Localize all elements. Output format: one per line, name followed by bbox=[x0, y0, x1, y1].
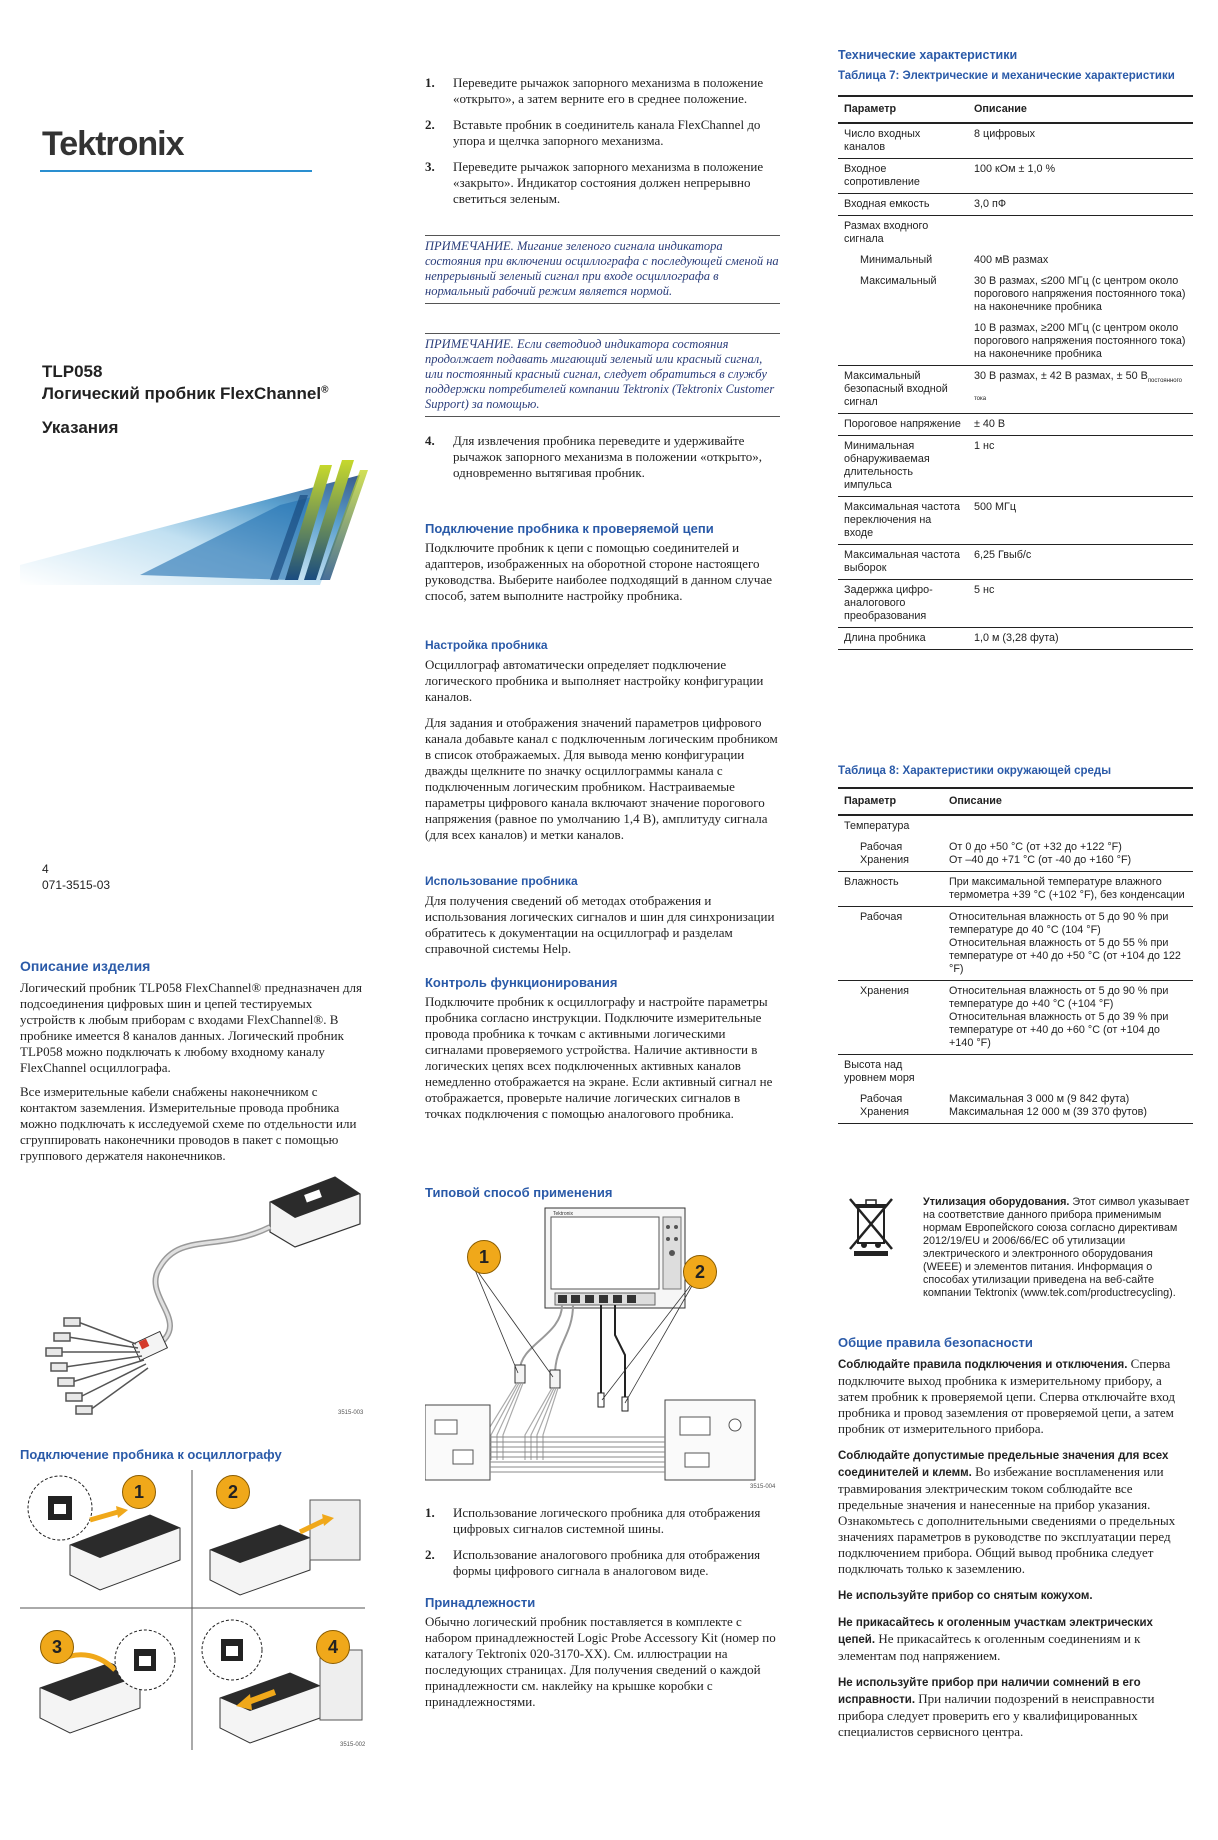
setup-p1: Осциллограф автоматически определяет подключение логического пробника и выполняет настройку конфигурации каналов. bbox=[425, 657, 764, 704]
typical-callout-2: 2 bbox=[683, 1255, 717, 1289]
table-row: Рабочая Хранения От 0 до +50 °C (от +32 до +122 °F) От –40 до +71 °C (от -40 до +160 °F) bbox=[838, 837, 1193, 872]
table-row: Максимальный 30 В размах, ≤200 МГц (с центром около порогового напряжения постоянного тока) на наконечнике пробника bbox=[860, 275, 1186, 313]
table-row: Входная емкость 3,0 пФ bbox=[838, 194, 1193, 216]
typical-heading: Типовой способ применения bbox=[425, 1185, 613, 1200]
tektronix-logo: Tektronix bbox=[42, 125, 312, 172]
accessories-section bbox=[425, 1595, 780, 1710]
usage-text: Для получения сведений об методах отображения и использования логических сигналов и шин для синхронизации обратитесь к документации на осциллограф и разделам справочной системы Help. bbox=[425, 893, 775, 956]
connect-to-scope-heading: Подключение пробника к осциллографу bbox=[20, 1447, 282, 1462]
safety-heading: Общие правила безопасности bbox=[838, 1335, 1033, 1350]
step-item: 2. Вставьте пробник в соединитель канала FlexChannel до упора и щелчка запорного механизма. bbox=[425, 117, 761, 148]
table-row: Число входных каналов 8 цифровых bbox=[838, 123, 1193, 159]
typical-callout-1: 1 bbox=[467, 1240, 501, 1274]
table-row: Минимальный 400 мВ размах bbox=[860, 254, 1049, 266]
callout-2: 2 bbox=[216, 1475, 250, 1509]
table8-title: Таблица 8: Характеристики окружающей среды bbox=[838, 765, 1112, 777]
circuit-heading: Подключение пробника к проверяемой цепи bbox=[425, 521, 714, 536]
table-header: Параметр Описание bbox=[838, 788, 1193, 815]
step4-list bbox=[425, 433, 780, 491]
callout-4: 4 bbox=[316, 1630, 350, 1664]
connect-steps-figure bbox=[20, 1470, 365, 1750]
product-description-p2: Все измерительные кабели снабжены наконечником с контактом заземления. Измерительные провода пробника можно подключать к исследуемой схеме по отдельности или сгруппировать наконечники проводов в пакет с помощью группового держателя наконечников. bbox=[20, 1084, 357, 1163]
table-row: Высота над уровнем моря bbox=[844, 1059, 915, 1084]
table-row: Влажность При максимальной температуре влажного термометра +39 °C (+102 °F), без конденсации bbox=[838, 872, 1193, 907]
product-description-p1: Логический пробник TLP058 FlexChannel® предназначен для подсоединения цифровых шин и цепей тестируемых устройств к любым приборам с входами FlexChannel®. В пробнике имеется 8 каналов данных. Логический пробник TLP058 можно подключать к любому входному каналу FlexChannel осциллографа. bbox=[20, 980, 362, 1075]
probe-illustration bbox=[20, 1172, 365, 1422]
table-row: Пороговое напряжение ± 40 В bbox=[838, 414, 1193, 436]
setup-section bbox=[425, 638, 780, 843]
accessories-heading: Принадлежности bbox=[425, 1595, 536, 1610]
safety-item: Не используйте прибор со снятым кожухом. bbox=[838, 1590, 1093, 1602]
usage-heading: Использование пробника bbox=[425, 874, 578, 888]
circuit-section bbox=[425, 521, 780, 604]
table-row: Размах входного сигнала bbox=[844, 220, 929, 245]
connect-steps-svg bbox=[20, 1470, 365, 1750]
safety-item: Соблюдайте правила подключения и отключения. Сперва подключите выход пробника к измерительному прибору, а затем пробник к проверяемой цепи. Сперва отключайте вход пробника и провод заземления от проверяемой цепи, а затем пробник от измерительного прибора. bbox=[838, 1356, 1175, 1436]
table-8 bbox=[838, 787, 1193, 1124]
logo-underline bbox=[40, 170, 312, 172]
cover-model: TLP058 bbox=[42, 362, 103, 381]
table-row: Максимальная частота переключения на входе 500 МГц bbox=[838, 497, 1193, 545]
table7-title: Таблица 7: Электрические и механические характеристики bbox=[838, 70, 1175, 82]
step-item: 1. Переведите рычажок запорного механизма в положение «открыто», а затем верните его в среднее положение. bbox=[425, 75, 764, 106]
weee-bin-icon bbox=[846, 1195, 896, 1257]
setup-p2: Для задания и отображения значений параметров цифрового канала добавьте канал с подключенным логическим пробником в список отображаемых. Для вывода меню конфигурации дважды щелкните по значку осциллограммы канала с подключенным логическим пробником. Настраиваемые параметры цифрового канала включают значение порогового напряжения (равное по умолчанию 1,4 В), амплитуду сигнала (для всех каналов) и метки каналов. bbox=[425, 715, 778, 842]
table-7 bbox=[838, 95, 1193, 650]
note-2: ПРИМЕЧАНИЕ. Если светодиод индикатора состояния продолжает подавать мигающий зеленый или красный сигнал, или постоянный красный сигнал, следует обратиться в службу поддержки потребителей компании Tektronix (Tektronix Customer Support) за помощью. bbox=[425, 333, 780, 417]
doc-number: 071-3515-03 bbox=[42, 878, 111, 892]
typical-item: 2. Использование аналогового пробника для отображения формы цифрового сигнала в аналоговом виде. bbox=[425, 1547, 761, 1578]
table-row: Задержка цифро-аналогового преобразования 5 нс bbox=[838, 580, 1193, 628]
safety-item: Не прикасайтесь к оголенным участкам электрических цепей. Не прикасайтесь к оголенным соединениям и к элементам под напряжением. bbox=[838, 1617, 1153, 1663]
callout-3: 3 bbox=[40, 1630, 74, 1664]
table-row: Максимальная частота выборок 6,25 Гвыб/с bbox=[838, 545, 1193, 580]
cover-graphic bbox=[20, 455, 380, 585]
setup-heading: Настройка пробника bbox=[425, 638, 548, 652]
step-item: 4. Для извлечения пробника переведите и удерживайте рычажок запорного механизма в положении «открыто», одновременно вытягивая пробник. bbox=[425, 433, 762, 480]
table-row: Входное сопротивление 100 кОм ± 1,0 % bbox=[838, 159, 1193, 194]
probe-fig-code: 3515-003 bbox=[338, 1410, 364, 1416]
usage-section bbox=[425, 874, 780, 957]
table-row: Длина пробника 1,0 м (3,28 фута) bbox=[838, 628, 1193, 650]
probe-leads bbox=[46, 1318, 148, 1414]
accessories-text: Обычно логический пробник поставляется в комплекте с набором принадлежностей Logic Probe Accessory Kit (номер по каталогу Tektronix 020-3170-XX). См. иллюстрации на последующих страницах. Для получения сведений о каждой принадлежности см. наклейку на крышке коробки с принадлежностями. bbox=[425, 1614, 776, 1709]
table-row: Максимальный безопасный входной сигнал 30 В размах, ± 42 В размах, ± 50 $В_{постоянного тока}$ bbox=[838, 366, 1193, 414]
table-row: 10 В размах, ≥200 МГц (с центром около порогового напряжения постоянного тока) на наконечнике пробника bbox=[838, 318, 1193, 366]
table-row: Хранения Относительная влажность от 5 до 90 % при температуре до +40 °C (+104 °F) Относительная влажность от 5 до 39 % при температуре от +40 до +60 °C (от +104 до +140 °F) bbox=[838, 981, 1193, 1055]
check-heading: Контроль функционирования bbox=[425, 975, 618, 990]
table-row: Рабочая Относительная влажность от 5 до 90 % при температуре до 40 °C (104 °F) Относительная влажность от 5 до 55 % при температуре от +40 до +50 °C (от +104 до 122 °F) bbox=[838, 907, 1193, 981]
steps-top-list bbox=[425, 75, 780, 217]
circuit-text: Подключите пробник к цепи с помощью соединителей и адаптеров, изображенных на оборотной стороне настоящего руководства. Выберите наиболее подходящий в данном случае способ, затем выполните настройку пробника. bbox=[425, 540, 772, 603]
check-text: Подключите пробник к осциллографу и настройте параметры пробника согласно инструкции. Подключите измерительные провода пробника к точкам с активными логическими сигналами проверяемого устройства. Наличие активности в логических цепях всех подключенных активных каналов немедленно отображается на экране. Если активный сигнал не отображается, проверьте наличие логических сигналов в точках подключения с помощью аналогового пробника. bbox=[425, 994, 773, 1121]
specs-heading: Технические характеристики bbox=[838, 48, 1018, 62]
step-item: 3. Переведите рычажок запорного механизма в положение «закрыто». Индикатор состояния должен непрерывно светиться зеленым. bbox=[425, 159, 764, 206]
weee-text: Утилизация оборудования. Этот символ указывает на соответствие данного прибора применимым нормам Европейского союза согласно директивам 2012/19/EU и 2006/66/EC об утилизации электрического и электронного оборудования (WEEE) и элементов питания. Информация о способах утилизации приведена на веб-сайте компании Tektronix (www.tek.com/productrecycling). bbox=[923, 1196, 1190, 1299]
check-section bbox=[425, 975, 780, 1122]
page-number: 4 bbox=[42, 862, 49, 876]
typical-item: 1. Использование логического пробника для отображения цифровых сигналов системной шины. bbox=[425, 1505, 761, 1536]
product-description bbox=[20, 958, 365, 1164]
table-row: Минимальная обнаруживаемая длительность импульса 1 нс bbox=[838, 436, 1193, 497]
probe-pod bbox=[270, 1177, 360, 1247]
table-row: Температура bbox=[844, 820, 910, 832]
cover-title: Логический пробник FlexChannel® bbox=[42, 384, 329, 403]
cover-subtitle: Указания bbox=[42, 418, 119, 437]
note-1: ПРИМЕЧАНИЕ. Мигание зеленого сигнала индикатора состояния при включении осциллографа с последующей сменой на непрерывный зеленый сигнал при входе осциллографа в нормальный рабочий режим является нормой. bbox=[425, 235, 780, 304]
typical-figure bbox=[425, 1205, 780, 1490]
cover-title-block bbox=[42, 362, 328, 438]
typical-fig-code: 3515-004 bbox=[750, 1484, 776, 1490]
table-row: Рабочая Хранения Максимальная 3 000 м (9 842 фута) Максимальная 12 000 м (39 370 футов) bbox=[838, 1089, 1193, 1124]
callout-1: 1 bbox=[122, 1475, 156, 1509]
safety-section bbox=[838, 1335, 1193, 1740]
typical-list bbox=[425, 1505, 780, 1589]
scope-brand-label: Tektronix bbox=[553, 1211, 574, 1217]
connect-fig-code: 3515-002 bbox=[340, 1742, 365, 1748]
product-description-heading: Описание изделия bbox=[20, 958, 151, 974]
table-header: Параметр Описание bbox=[838, 96, 1193, 123]
safety-item: Соблюдайте допустимые предельные значения для всех соединителей и клемм. Во избежание воспламенения или травмирования электрическим током соблюдайте все предельные значения и нанесенные на прибор указания. Ознакомьтесь с дополнительными сведениями о предельных значениях параметров в руководстве по эксплуатации перед подключением прибора. Общий вывод пробника следует подключать только к заземлению. bbox=[838, 1450, 1176, 1576]
safety-item: Не используйте прибор при наличии сомнений в его исправности. При наличии подозрений в неисправности прибора следует проверить его у квалифицированных специалистов сервисного центра. bbox=[838, 1677, 1155, 1739]
